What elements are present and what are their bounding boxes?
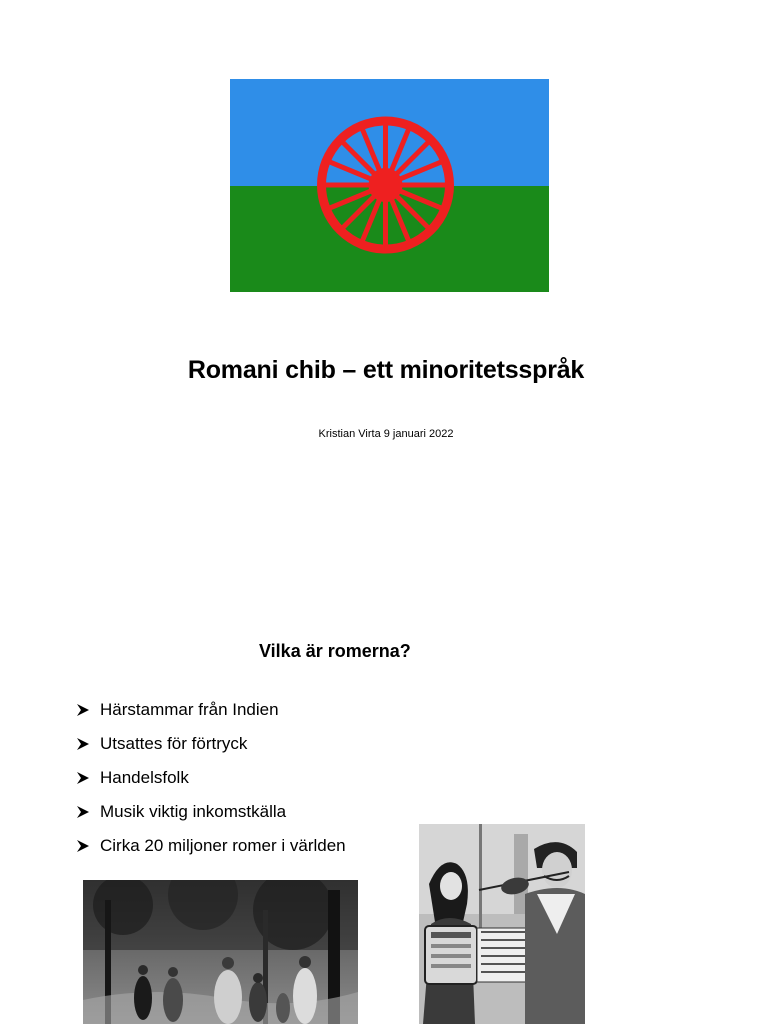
section-heading: Vilka är romerna? (259, 641, 411, 661)
arrow-bullet-icon (76, 839, 90, 853)
document-title: Romani chib – ett minoritetsspråk (187, 356, 585, 384)
arrow-bullet-icon (76, 805, 90, 819)
bullet-text: Utsattes för förtryck (100, 734, 248, 753)
chakra-wheel-icon (322, 121, 450, 249)
bullet-item (76, 834, 346, 868)
arrow-bullet-icon (76, 771, 90, 785)
romani-flag (230, 79, 549, 292)
bullet-item (76, 800, 346, 834)
group-photo (83, 880, 358, 1024)
arrow-bullet-icon (76, 703, 90, 717)
flag-bottom-stripe (230, 186, 549, 292)
bullet-text: Musik viktig inkomstkälla (100, 802, 287, 821)
bullet-text: Härstammar från Indien (100, 700, 279, 719)
bullet-text: Handelsfolk (100, 768, 189, 787)
bullet-text: Cirka 20 miljoner romer i världen (100, 836, 346, 855)
arrow-bullet-icon (76, 737, 90, 751)
musicians-photo (419, 824, 585, 1024)
bullet-list (76, 698, 346, 868)
author-line: Kristian Virta 9 januari 2022 (318, 428, 454, 440)
bullet-item (76, 766, 346, 800)
bullet-item (76, 698, 346, 732)
bullet-item (76, 732, 346, 766)
